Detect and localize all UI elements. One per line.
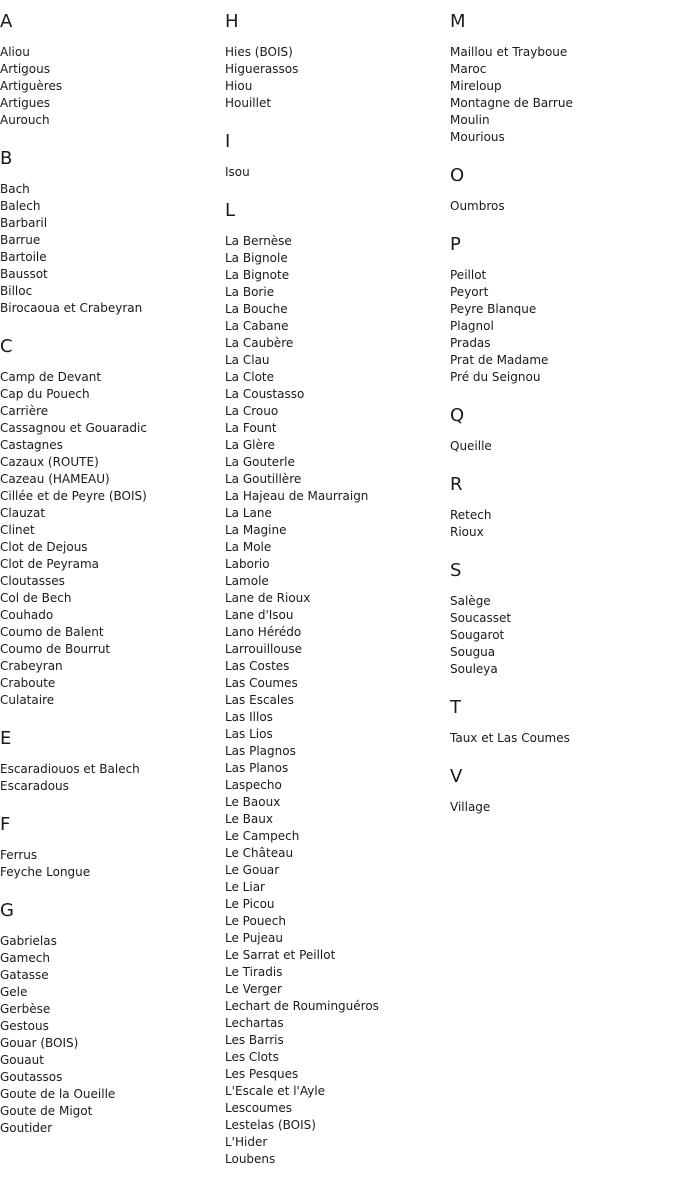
place-name-item: Lestelas (BOIS) bbox=[225, 1118, 316, 1132]
place-name-item: Le Sarrat et Peillot bbox=[225, 948, 336, 962]
place-name-item: Rioux bbox=[450, 525, 484, 539]
place-name-item: Maillou et Trayboue bbox=[450, 45, 568, 59]
letter-section bbox=[0, 10, 220, 129]
place-name-item: La Clau bbox=[225, 353, 270, 367]
place-name-item: Coumo de Balent bbox=[0, 625, 104, 639]
place-name-item: Goute de la Oueille bbox=[0, 1087, 116, 1101]
place-name-item: Las Lios bbox=[225, 727, 273, 741]
place-name-item: Castagnes bbox=[0, 438, 63, 452]
place-name-item: Le Baux bbox=[225, 812, 273, 826]
letter-heading: F bbox=[0, 814, 11, 835]
place-name-item: Clinet bbox=[0, 523, 35, 537]
place-name-item: Isou bbox=[225, 165, 250, 179]
place-name-item: La Caubère bbox=[225, 336, 294, 350]
letter-section bbox=[450, 765, 670, 816]
place-name-item: Gatasse bbox=[0, 968, 49, 982]
place-name-item: Le Château bbox=[225, 846, 294, 860]
place-name-item: Escaradous bbox=[0, 779, 69, 793]
place-name-item: Le Liar bbox=[225, 880, 265, 894]
place-name-item: Le Tiradis bbox=[225, 965, 283, 979]
place-name-item: Lechartas bbox=[225, 1016, 284, 1030]
place-name-item: Feyche Longue bbox=[0, 865, 91, 879]
place-name-item: Las Plagnos bbox=[225, 744, 296, 758]
place-name-item: Lescoumes bbox=[225, 1101, 292, 1115]
place-name-item: Cap du Pouech bbox=[0, 387, 90, 401]
place-name-item: Montagne de Barrue bbox=[450, 96, 573, 110]
place-name-item: Cillée et de Peyre (BOIS) bbox=[0, 489, 147, 503]
place-name-item: Col de Bech bbox=[0, 591, 72, 605]
letter-heading: V bbox=[450, 766, 463, 787]
place-name-item: Escaradiouos et Balech bbox=[0, 762, 140, 776]
place-name-item: Lamole bbox=[225, 574, 269, 588]
place-name-item: La Mole bbox=[225, 540, 272, 554]
letter-section bbox=[225, 130, 445, 181]
place-name-item: Maroc bbox=[450, 62, 487, 76]
place-name-item: La Lane bbox=[225, 506, 272, 520]
place-name-item: Laborio bbox=[225, 557, 270, 571]
place-name-item: Artiguères bbox=[0, 79, 63, 93]
place-name-item: Goute de Migot bbox=[0, 1104, 93, 1118]
place-name-item: Las Coumes bbox=[225, 676, 298, 690]
letter-section bbox=[450, 404, 670, 455]
place-name-item: L'Hider bbox=[225, 1135, 268, 1149]
place-name-item: La Bernèse bbox=[225, 234, 292, 248]
place-name-item: Hies (BOIS) bbox=[225, 45, 293, 59]
place-name-item: Peillot bbox=[450, 268, 487, 282]
place-name-item: La Glère bbox=[225, 438, 275, 452]
letter-heading: G bbox=[0, 900, 14, 921]
place-name-item: Baussot bbox=[0, 267, 48, 281]
letter-section bbox=[450, 559, 670, 678]
letter-heading: E bbox=[0, 728, 12, 749]
letter-section bbox=[225, 10, 445, 112]
place-name-item: Barbaril bbox=[0, 216, 48, 230]
place-name-item: Gamech bbox=[0, 951, 50, 965]
place-name-item: La Magine bbox=[225, 523, 287, 537]
place-name-item: Artigous bbox=[0, 62, 50, 76]
place-name-item: Le Verger bbox=[225, 982, 282, 996]
letter-section bbox=[0, 335, 220, 709]
place-name-item: Houillet bbox=[225, 96, 272, 110]
letter-section bbox=[450, 696, 670, 747]
place-name-item: La Bignole bbox=[225, 251, 288, 265]
place-name-item: Gele bbox=[0, 985, 28, 999]
place-name-item: Plagnol bbox=[450, 319, 494, 333]
letter-heading: S bbox=[450, 560, 462, 581]
place-name-item: Coumo de Bourrut bbox=[0, 642, 111, 656]
place-name-item: Prat de Madame bbox=[450, 353, 549, 367]
place-name-item: Peyre Blanque bbox=[450, 302, 537, 316]
place-name-item: Larrouillouse bbox=[225, 642, 302, 656]
place-name-item: Village bbox=[450, 800, 491, 814]
place-name-item: Cloutasses bbox=[0, 574, 65, 588]
place-name-item: Cazeau (HAMEAU) bbox=[0, 472, 110, 486]
place-name-item: Clot de Dejous bbox=[0, 540, 88, 554]
place-name-item: Salège bbox=[450, 594, 491, 608]
index-column-1 bbox=[0, 10, 220, 1155]
letter-heading: H bbox=[225, 11, 239, 32]
place-name-item: Pré du Seignou bbox=[450, 370, 541, 384]
place-name-item: Le Pujeau bbox=[225, 931, 283, 945]
place-name-item: Couhado bbox=[0, 608, 54, 622]
place-name-item: Queille bbox=[450, 439, 492, 453]
letter-heading: R bbox=[450, 474, 463, 495]
place-name-item: Bartoile bbox=[0, 250, 47, 264]
place-name-item: La Bignote bbox=[225, 268, 290, 282]
place-name-item: Peyort bbox=[450, 285, 489, 299]
letter-section bbox=[450, 233, 670, 386]
place-name-item: Aurouch bbox=[0, 113, 50, 127]
place-name-item: Lano Hérédo bbox=[225, 625, 302, 639]
place-name-item: Le Baoux bbox=[225, 795, 281, 809]
place-name-item: Camp de Devant bbox=[0, 370, 102, 384]
place-name-item: Goutider bbox=[0, 1121, 53, 1135]
place-name-item: Le Picou bbox=[225, 897, 275, 911]
place-name-item: Pradas bbox=[450, 336, 491, 350]
letter-section bbox=[450, 473, 670, 541]
place-name-item: Clot de Peyrama bbox=[0, 557, 100, 571]
place-name-item: Gabrielas bbox=[0, 934, 57, 948]
index-column-2 bbox=[225, 10, 445, 1186]
letter-section bbox=[0, 727, 220, 795]
letter-heading: Q bbox=[450, 405, 465, 426]
place-name-item: Higuerassos bbox=[225, 62, 299, 76]
place-name-item: Birocaoua et Crabeyran bbox=[0, 301, 143, 315]
place-name-item: Les Barris bbox=[225, 1033, 284, 1047]
place-name-item: Cassagnou et Gouaradic bbox=[0, 421, 147, 435]
place-name-item: Moulin bbox=[450, 113, 490, 127]
place-name-item: Sougua bbox=[450, 645, 496, 659]
place-name-item: Las Planos bbox=[225, 761, 289, 775]
letter-section bbox=[0, 899, 220, 1137]
place-name-item: Clauzat bbox=[0, 506, 46, 520]
place-name-item: Las Illos bbox=[225, 710, 273, 724]
letter-section bbox=[225, 199, 445, 1168]
place-name-item: La Fount bbox=[225, 421, 277, 435]
place-name-item: Carrière bbox=[0, 404, 49, 418]
place-name-item: Billoc bbox=[0, 284, 33, 298]
place-name-item: La Hajeau de Maurraign bbox=[225, 489, 369, 503]
letter-section bbox=[450, 10, 670, 146]
letter-section bbox=[0, 813, 220, 881]
place-name-item: Gouar (BOIS) bbox=[0, 1036, 79, 1050]
place-name-item: Lane d'Isou bbox=[225, 608, 294, 622]
place-name-item: Lechart de Rouminguéros bbox=[225, 999, 379, 1013]
place-name-item: Balech bbox=[0, 199, 41, 213]
letter-heading: M bbox=[450, 11, 466, 32]
place-name-item: La Cabane bbox=[225, 319, 289, 333]
place-name-item: Bach bbox=[0, 182, 30, 196]
place-name-item: Lane de Rioux bbox=[225, 591, 311, 605]
place-name-item: Laspecho bbox=[225, 778, 282, 792]
place-name-item: La Bouche bbox=[225, 302, 288, 316]
letter-section bbox=[450, 164, 670, 215]
place-name-item: Les Pesques bbox=[225, 1067, 299, 1081]
place-name-item: Ferrus bbox=[0, 848, 38, 862]
place-name-item: Le Pouech bbox=[225, 914, 287, 928]
letter-heading: P bbox=[450, 234, 461, 255]
place-name-item: L'Escale et l'Ayle bbox=[225, 1084, 326, 1098]
letter-heading: I bbox=[225, 131, 231, 152]
place-name-item: Gestous bbox=[0, 1019, 49, 1033]
place-name-item: La Crouo bbox=[225, 404, 279, 418]
place-name-item: Artigues bbox=[0, 96, 51, 110]
place-name-item: Mireloup bbox=[450, 79, 502, 93]
place-name-item: Mourious bbox=[450, 130, 505, 144]
place-name-item: Les Clots bbox=[225, 1050, 279, 1064]
place-name-item: Sougarot bbox=[450, 628, 505, 642]
place-name-item: Taux et Las Coumes bbox=[450, 731, 570, 745]
place-name-item: La Gouterle bbox=[225, 455, 295, 469]
letter-heading: L bbox=[225, 200, 236, 221]
place-name-item: Loubens bbox=[225, 1152, 276, 1166]
place-name-item: Barrue bbox=[0, 233, 41, 247]
place-name-item: Las Costes bbox=[225, 659, 290, 673]
place-name-item: La Goutillère bbox=[225, 472, 302, 486]
place-name-item: La Clote bbox=[225, 370, 274, 384]
letter-section bbox=[0, 147, 220, 317]
place-name-item: Le Campech bbox=[225, 829, 300, 843]
place-name-item: Gouaut bbox=[0, 1053, 44, 1067]
place-name-item: Las Escales bbox=[225, 693, 294, 707]
letter-heading: A bbox=[0, 11, 13, 32]
letter-heading: T bbox=[450, 697, 461, 718]
place-name-item: Le Gouar bbox=[225, 863, 280, 877]
place-name-item: La Coustasso bbox=[225, 387, 305, 401]
place-name-item: Hiou bbox=[225, 79, 253, 93]
place-name-item: Cazaux (ROUTE) bbox=[0, 455, 99, 469]
place-name-item: Aliou bbox=[0, 45, 30, 59]
letter-heading: B bbox=[0, 148, 13, 169]
place-name-item: Culataire bbox=[0, 693, 55, 707]
letter-heading: C bbox=[0, 336, 13, 357]
place-name-item: Oumbros bbox=[450, 199, 505, 213]
place-name-item: Gerbèse bbox=[0, 1002, 51, 1016]
place-name-item: Retech bbox=[450, 508, 492, 522]
place-name-item: Goutassos bbox=[0, 1070, 63, 1084]
place-name-item: La Borie bbox=[225, 285, 275, 299]
place-name-item: Souleya bbox=[450, 662, 498, 676]
index-column-3 bbox=[450, 10, 670, 834]
place-name-item: Crabeyran bbox=[0, 659, 63, 673]
letter-heading: O bbox=[450, 165, 465, 186]
place-name-item: Craboute bbox=[0, 676, 56, 690]
place-name-item: Soucasset bbox=[450, 611, 512, 625]
